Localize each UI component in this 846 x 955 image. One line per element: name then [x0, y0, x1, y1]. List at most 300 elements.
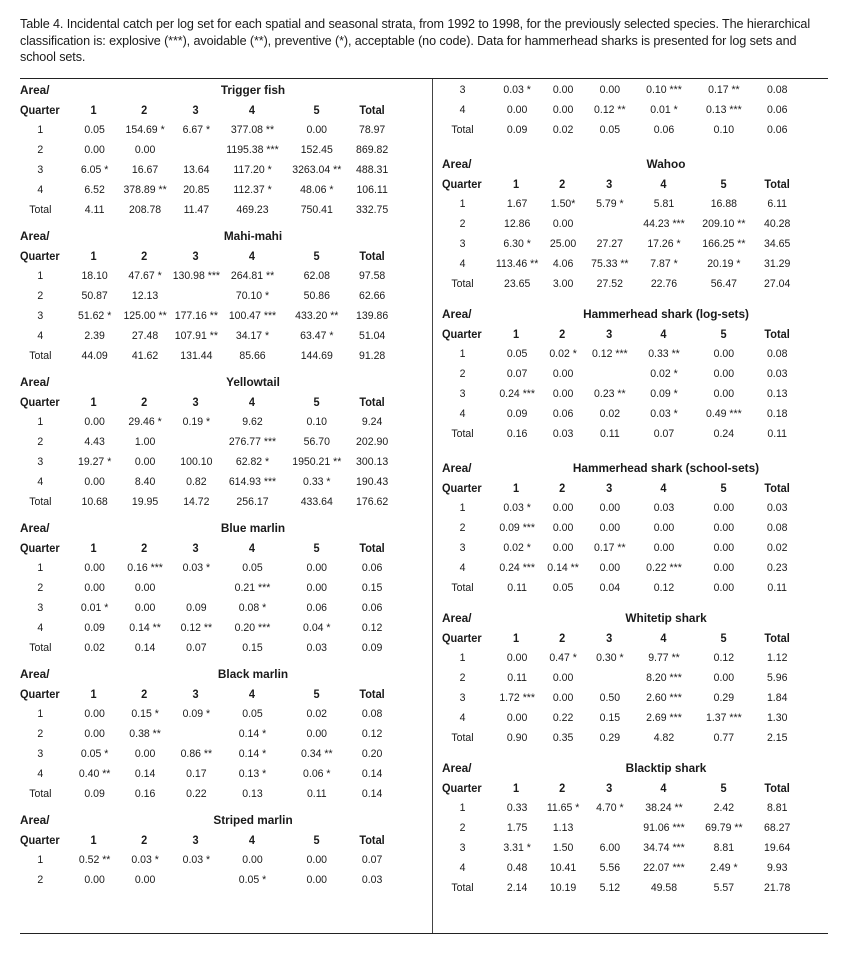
column-header: 2 [141, 687, 148, 701]
value-cell: 0.13 *** [706, 104, 742, 116]
value-cell: 0.00 [713, 522, 735, 534]
value-cell: 0.00 [84, 562, 105, 574]
value-cell: 0.02 * [503, 542, 531, 554]
value-cell: 0.18 [766, 408, 788, 420]
value-cell: 0.00 [306, 874, 328, 886]
column-divider [432, 79, 433, 933]
value-cell: 0.22 [552, 712, 574, 724]
table-row [20, 578, 396, 598]
value-cell: 49.58 [650, 882, 678, 894]
value-cell: 139.86 [356, 310, 389, 322]
quarter-cell: 1 [37, 416, 44, 428]
column-header: 4 [660, 177, 667, 191]
value-cell: 100.10 [180, 456, 213, 468]
value-cell: 2.14 [506, 882, 528, 894]
value-cell: 56.47 [710, 278, 738, 290]
value-cell: 20.85 [183, 184, 210, 196]
value-cell: 0.03 [766, 502, 788, 514]
value-cell: 31.29 [764, 258, 791, 270]
value-cell: 1.72 *** [499, 692, 535, 704]
column-header-row [20, 684, 396, 704]
quarter-cell: 1 [459, 502, 466, 514]
column-header: 2 [141, 249, 148, 263]
block-spacer [442, 294, 828, 304]
column-header: 5 [313, 833, 320, 847]
value-cell: 0.86 ** [180, 748, 213, 760]
column-header-row [442, 778, 801, 798]
quarter-cell: 2 [459, 672, 466, 684]
value-cell: 34.74 *** [643, 842, 685, 854]
value-cell: 47.67 * [128, 270, 162, 282]
value-cell: 0.00 [552, 672, 574, 684]
value-cell: 0.03 [361, 874, 383, 886]
value-cell: 1.75 [506, 822, 528, 834]
value-cell: 0.77 [713, 732, 735, 744]
value-cell: 0.00 [713, 368, 735, 380]
value-cell: 0.90 [506, 732, 528, 744]
value-cell: 0.03 [653, 502, 675, 514]
column-header: Total [764, 781, 790, 795]
table-row [442, 798, 801, 818]
value-cell: 0.40 ** [78, 768, 111, 780]
column-header: 5 [313, 249, 320, 263]
quarter-cell: 2 [37, 728, 44, 740]
table-row [442, 384, 801, 404]
table-row [442, 100, 801, 120]
value-cell: 0.00 [306, 562, 328, 574]
value-cell: 0.06 [552, 408, 574, 420]
value-cell: 0.08 [766, 84, 788, 96]
value-cell: 130.98 *** [172, 270, 221, 282]
value-cell: 0.09 [506, 124, 528, 136]
species-title-row [20, 226, 424, 246]
value-cell: 41.62 [131, 350, 159, 362]
quarter-cell: 2 [459, 522, 466, 534]
value-cell: 19.64 [764, 842, 791, 854]
value-cell: 8.81 [766, 802, 788, 814]
value-cell: 0.00 [552, 502, 574, 514]
value-cell: 0.12 [653, 582, 675, 594]
value-cell: 0.07 [506, 368, 528, 380]
column-header: Total [359, 103, 385, 117]
species-block [20, 372, 424, 512]
area-label: Area/ [20, 521, 50, 535]
value-cell: 0.00 [506, 712, 528, 724]
table-row [442, 518, 801, 538]
species-name: Hammerhead shark (log-sets) [583, 307, 749, 321]
species-name: Hammerhead shark (school-sets) [572, 461, 760, 475]
species-name: Yellowtail [226, 375, 280, 389]
quarter-cell: 3 [459, 692, 466, 704]
quarter-cell: 1 [459, 198, 466, 210]
value-cell: 0.02 [552, 124, 574, 136]
value-cell: 0.03 * [650, 408, 678, 420]
quarter-cell: Total [29, 204, 52, 216]
species-title-row [20, 80, 424, 100]
quarter-cell: Total [451, 582, 474, 594]
table-row [442, 80, 801, 100]
value-cell: 6.05 * [80, 164, 109, 176]
value-cell: 2.49 * [710, 862, 738, 874]
table-row [442, 878, 801, 898]
value-cell: 0.09 *** [499, 522, 535, 534]
value-cell: 0.10 [713, 124, 735, 136]
column-header: 3 [192, 395, 199, 409]
value-cell: 0.14 [134, 768, 156, 780]
value-cell: 44.23 *** [643, 218, 685, 230]
column-header: 1 [513, 781, 520, 795]
value-cell: 0.03 [552, 428, 574, 440]
value-cell: 0.11 [306, 788, 327, 800]
value-cell: 0.00 [599, 84, 621, 96]
column-header: Total [764, 177, 790, 191]
column-header: 4 [660, 781, 667, 795]
value-cell: 264.81 ** [230, 270, 275, 282]
value-cell: 154.69 * [125, 124, 165, 136]
value-cell: 0.00 [134, 602, 156, 614]
table-row [20, 200, 396, 220]
species-block [20, 518, 424, 658]
table-row [442, 728, 801, 748]
value-cell: 0.00 [552, 522, 574, 534]
value-cell: 0.05 * [238, 874, 267, 886]
value-cell: 0.00 [134, 748, 156, 760]
table-row [442, 194, 801, 214]
value-cell: 51.62 * [77, 310, 112, 322]
value-cell: 38.24 ** [645, 802, 683, 814]
area-label: Area/ [442, 157, 472, 171]
species-title-row [20, 518, 424, 538]
species-block [20, 810, 424, 890]
value-cell: 0.11 [767, 582, 788, 594]
column-header: 4 [248, 833, 256, 847]
value-cell: 0.09 [186, 602, 207, 614]
value-cell: 12.86 [503, 218, 531, 230]
table-row [442, 498, 801, 518]
value-cell: 2.15 [766, 732, 788, 744]
quarter-header: Quarter [20, 541, 60, 555]
value-cell: 117.20 * [233, 164, 272, 176]
column-header: 1 [90, 833, 97, 847]
value-cell: 0.10 [306, 416, 328, 428]
species-block [442, 608, 828, 748]
value-cell: 5.56 [599, 862, 621, 874]
value-cell: 0.07 [361, 854, 383, 866]
value-cell: 0.12 [713, 652, 735, 664]
value-cell: 0.02 [766, 542, 788, 554]
value-cell: 0.03 * [182, 562, 211, 574]
column-header-row [20, 538, 396, 558]
value-cell: 0.10 *** [646, 84, 682, 96]
column-header: 3 [606, 781, 613, 795]
species-block [20, 664, 424, 804]
value-cell: 0.16 [134, 788, 156, 800]
value-cell: 131.44 [180, 350, 213, 362]
value-cell: 0.07 [653, 428, 675, 440]
value-cell: 16.67 [131, 164, 159, 176]
value-cell: 1.13 [552, 822, 574, 834]
value-cell: 6.00 [599, 842, 621, 854]
species-title-row [442, 608, 828, 628]
value-cell: 9.93 [766, 862, 788, 874]
value-cell: 8.81 [713, 842, 735, 854]
value-cell: 0.03 [306, 642, 328, 654]
value-cell: 0.00 [713, 348, 735, 360]
table-row [442, 274, 801, 294]
value-cell: 11.65 * [546, 802, 580, 814]
quarter-cell: 3 [459, 542, 466, 554]
value-cell: 50.86 [303, 290, 330, 302]
column-header: 1 [90, 541, 97, 555]
quarter-cell: 3 [37, 310, 44, 322]
column-header: 5 [720, 177, 727, 191]
table-row [20, 638, 396, 658]
value-cell: 0.15 * [131, 708, 159, 720]
value-cell: 1950.21 ** [292, 456, 342, 468]
value-cell: 0.48 [506, 862, 528, 874]
value-cell: 0.05 [552, 582, 574, 594]
value-cell: 0.00 [713, 502, 735, 514]
value-cell: 0.11 [767, 428, 788, 440]
value-cell: 276.77 *** [228, 436, 277, 448]
value-cell: 9.62 [242, 416, 263, 428]
value-cell: 0.00 [242, 854, 263, 866]
species-name: Wahoo [646, 157, 686, 171]
value-cell: 0.00 [653, 522, 675, 534]
value-cell: 10.41 [549, 862, 577, 874]
table-top-rule [20, 78, 828, 79]
value-cell: 4.43 [84, 436, 105, 448]
value-cell: 190.43 [356, 476, 389, 488]
column-header: 3 [192, 249, 199, 263]
value-cell: 5.81 [653, 198, 675, 210]
value-cell: 0.13 [242, 788, 263, 800]
value-cell: 17.26 * [647, 238, 681, 250]
value-cell: 51.04 [358, 330, 386, 342]
table-row [442, 344, 801, 364]
table-row [20, 266, 396, 286]
value-cell: 91.28 [358, 350, 386, 362]
value-cell: 0.09 [361, 642, 383, 654]
quarter-header: Quarter [442, 481, 482, 495]
value-cell: 0.49 *** [706, 408, 742, 420]
value-cell: 0.12 [361, 728, 383, 740]
value-cell: 0.05 [599, 124, 621, 136]
column-header: 3 [606, 631, 613, 645]
value-cell: 6.11 [767, 198, 788, 210]
value-cell: 300.13 [356, 456, 389, 468]
column-header: 5 [313, 395, 320, 409]
value-cell: 75.33 ** [591, 258, 629, 270]
value-cell: 106.11 [356, 184, 388, 196]
area-label: Area/ [442, 611, 472, 625]
table-row [442, 404, 801, 424]
table-row [442, 424, 801, 444]
value-cell: 0.03 * [131, 854, 159, 866]
column-header: 1 [513, 631, 520, 645]
value-cell: 1.30 [766, 712, 788, 724]
value-cell: 40.28 [764, 218, 791, 230]
value-cell: 5.96 [766, 672, 788, 684]
table-row [20, 140, 396, 160]
value-cell: 113.46 ** [495, 258, 539, 270]
column-header: Total [359, 395, 385, 409]
quarter-cell: 1 [37, 270, 44, 282]
value-cell: 0.02 [306, 708, 328, 720]
value-cell: 29.46 * [128, 416, 162, 428]
column-header: 4 [248, 249, 256, 263]
value-cell: 6.52 [84, 184, 105, 196]
value-cell: 8.40 [134, 476, 156, 488]
value-cell: 68.27 [764, 822, 791, 834]
table-row [20, 558, 396, 578]
value-cell: 0.13 * [238, 768, 267, 780]
value-cell: 0.21 *** [234, 582, 271, 594]
value-cell: 19.27 * [77, 456, 112, 468]
quarter-header: Quarter [20, 687, 60, 701]
value-cell: 0.08 [766, 522, 788, 534]
value-cell: 0.04 [599, 582, 621, 594]
quarter-cell: 4 [37, 622, 44, 634]
value-cell: 97.58 [358, 270, 386, 282]
value-cell: 0.01 * [80, 602, 109, 614]
quarter-cell: 2 [37, 436, 44, 448]
block-spacer [442, 748, 828, 758]
value-cell: 0.00 [552, 388, 574, 400]
column-header: 3 [606, 177, 613, 191]
value-cell: 0.20 *** [234, 622, 271, 634]
value-cell: 0.02 [599, 408, 621, 420]
quarter-cell: Total [29, 496, 52, 508]
value-cell: 332.75 [356, 204, 389, 216]
value-cell: 2.42 [713, 802, 735, 814]
value-cell: 0.00 [713, 582, 735, 594]
left-table-column [20, 80, 424, 890]
column-header: 5 [720, 631, 727, 645]
value-cell: 3.00 [552, 278, 574, 290]
value-cell: 0.15 [599, 712, 621, 724]
column-header: 2 [141, 103, 148, 117]
value-cell: 0.07 [186, 642, 207, 654]
value-cell: 0.06 [766, 104, 788, 116]
value-cell: 0.14 [361, 788, 383, 800]
quarter-cell: Total [451, 882, 474, 894]
value-cell: 0.03 * [503, 84, 531, 96]
value-cell: 44.09 [81, 350, 108, 362]
value-cell: 0.00 [713, 388, 735, 400]
column-header: 4 [248, 541, 256, 555]
column-header: 4 [248, 395, 256, 409]
species-name: Striped marlin [213, 813, 293, 827]
column-header: 2 [141, 833, 148, 847]
column-header-row [442, 628, 801, 648]
value-cell: 0.00 [506, 652, 528, 664]
value-cell: 13.64 [183, 164, 210, 176]
table-row [20, 492, 396, 512]
value-cell: 0.09 * [650, 388, 678, 400]
value-cell: 0.06 [361, 602, 383, 614]
value-cell: 0.20 [361, 748, 383, 760]
column-header-row [442, 324, 801, 344]
table-row [442, 364, 801, 384]
area-label: Area/ [20, 229, 50, 243]
quarter-cell: 3 [37, 164, 44, 176]
quarter-cell: 1 [37, 124, 44, 136]
value-cell: 0.00 [306, 124, 328, 136]
column-header-row [20, 246, 396, 266]
value-cell: 0.00 [84, 708, 105, 720]
value-cell: 2.60 *** [646, 692, 682, 704]
value-cell: 0.00 [84, 582, 105, 594]
value-cell: 3.31 * [503, 842, 531, 854]
species-title-row [442, 154, 828, 174]
quarter-header: Quarter [442, 781, 482, 795]
value-cell: 0.00 [552, 84, 574, 96]
column-header: Total [764, 631, 790, 645]
column-header: 1 [90, 103, 97, 117]
value-cell: 11.47 [183, 204, 210, 216]
value-cell: 0.00 [599, 502, 621, 514]
column-header-row [442, 174, 801, 194]
value-cell: 0.00 [134, 456, 156, 468]
value-cell: 0.12 [361, 622, 383, 634]
value-cell: 2.69 *** [646, 712, 682, 724]
quarter-cell: 3 [37, 602, 44, 614]
table-row [442, 858, 801, 878]
value-cell: 0.03 * [182, 854, 211, 866]
area-label: Area/ [20, 813, 50, 827]
value-cell: 0.06 [306, 602, 328, 614]
table-row [442, 708, 801, 728]
column-header: 4 [248, 103, 256, 117]
column-header: 5 [313, 103, 320, 117]
value-cell: 1.50* [550, 198, 576, 210]
value-cell: 91.06 *** [643, 822, 685, 834]
value-cell: 0.29 [599, 732, 621, 744]
quarter-header: Quarter [20, 103, 60, 117]
value-cell: 62.82 * [235, 456, 270, 468]
column-header: 4 [660, 327, 667, 341]
value-cell: 62.08 [303, 270, 330, 282]
value-cell: 0.09 [84, 622, 105, 634]
column-header: 1 [90, 395, 97, 409]
quarter-cell: 2 [459, 218, 466, 230]
table-row [20, 704, 396, 724]
value-cell: 0.01 * [650, 104, 678, 116]
species-block [442, 154, 828, 294]
value-cell: 0.00 [713, 542, 735, 554]
value-cell: 0.35 [552, 732, 574, 744]
value-cell: 20.19 * [707, 258, 741, 270]
value-cell: 614.93 *** [228, 476, 277, 488]
value-cell: 0.14 ** [129, 622, 161, 634]
value-cell: 0.06 [766, 124, 788, 136]
quarter-cell: 4 [37, 768, 44, 780]
species-name: Mahi-mahi [223, 229, 283, 243]
column-header: 2 [141, 541, 148, 555]
value-cell: 34.17 * [235, 330, 270, 342]
value-cell: 12.13 [131, 290, 159, 302]
species-title-row [442, 758, 828, 778]
value-cell: 0.14 * [238, 748, 267, 760]
table-row [442, 838, 801, 858]
species-block [442, 758, 828, 898]
value-cell: 22.07 *** [643, 862, 685, 874]
value-cell: 0.23 ** [594, 388, 626, 400]
value-cell: 176.62 [356, 496, 389, 508]
value-cell: 0.14 * [238, 728, 267, 740]
quarter-cell: 2 [37, 290, 44, 302]
